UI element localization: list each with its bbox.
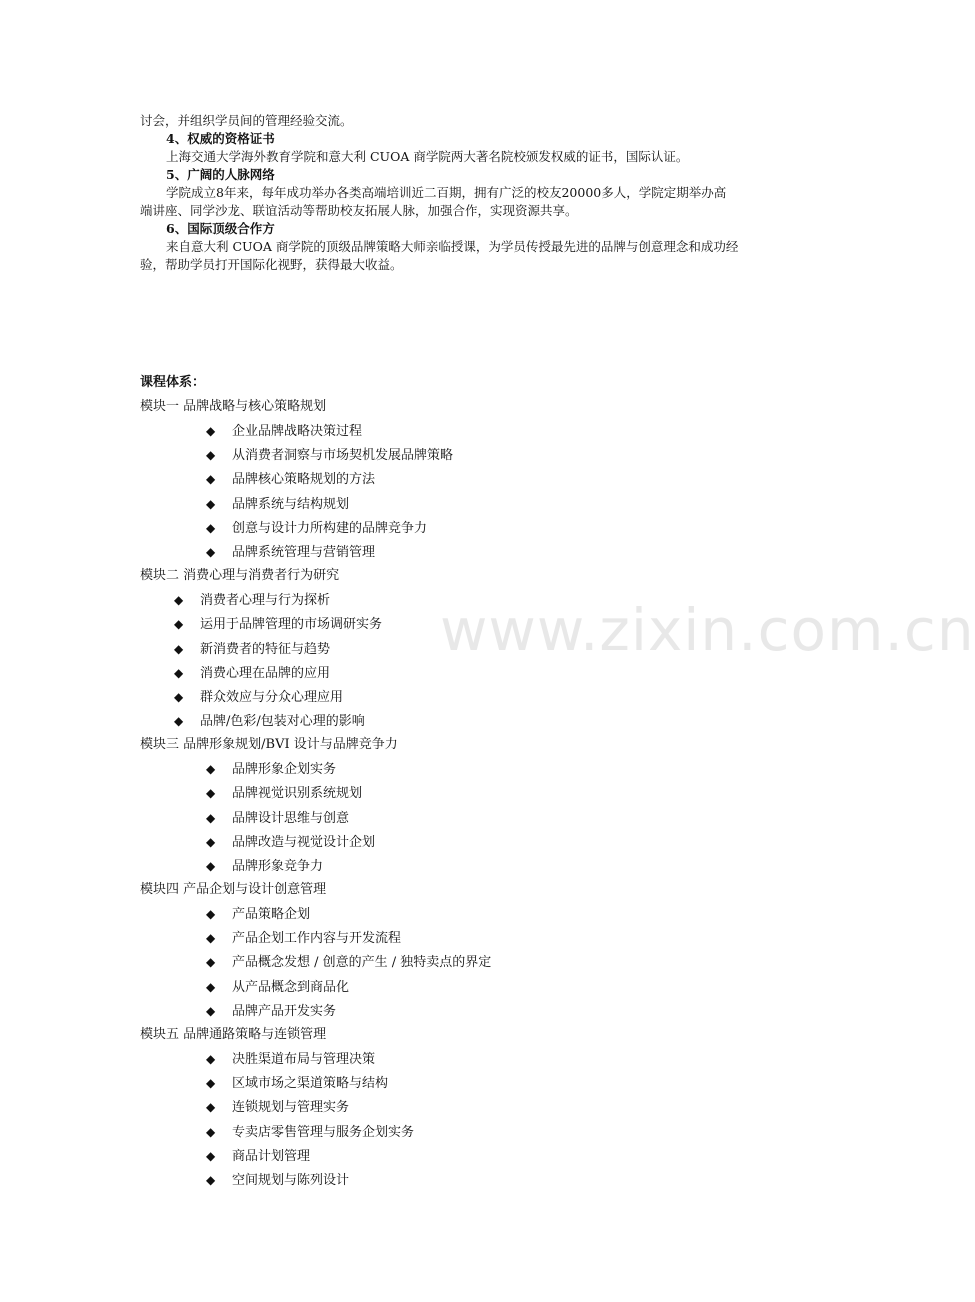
list-item bbox=[174, 614, 382, 635]
diamond-bullet-icon: ◆ bbox=[206, 1003, 216, 1018]
list-item-text: 品牌视觉识别系统规划 bbox=[232, 786, 363, 802]
diamond-bullet-icon: ◆ bbox=[206, 520, 216, 535]
diamond-bullet-icon: ◆ bbox=[206, 834, 216, 849]
list-item bbox=[174, 639, 330, 660]
diamond-bullet-icon: ◆ bbox=[206, 1172, 216, 1187]
diamond-bullet-icon: ◆ bbox=[206, 907, 216, 922]
diamond-bullet-icon: ◆ bbox=[206, 424, 216, 439]
section-text-6b: 验，帮助学员打开国际化视野，获得最大收益。 bbox=[140, 257, 403, 272]
section-text-5b: 端讲座、同学沙龙、联谊活动等帮助校友拓展人脉，加强合作，实现资源共享。 bbox=[140, 203, 578, 218]
list-item-text: 品牌系统与结构规划 bbox=[232, 496, 350, 512]
list-item-text: 品牌系统管理与营销管理 bbox=[232, 544, 376, 560]
list-item bbox=[174, 590, 330, 611]
diamond-bullet-icon: ◆ bbox=[206, 762, 216, 777]
diamond-bullet-icon: ◆ bbox=[206, 496, 216, 511]
list-item bbox=[206, 518, 427, 539]
list-item bbox=[206, 904, 310, 925]
diamond-bullet-icon: ◆ bbox=[206, 858, 216, 873]
list-item bbox=[206, 469, 375, 490]
list-item bbox=[206, 928, 401, 949]
list-item bbox=[206, 1073, 388, 1094]
list-item-text: 商品计划管理 bbox=[232, 1148, 311, 1164]
list-item bbox=[206, 808, 349, 829]
diamond-bullet-icon: ◆ bbox=[206, 1076, 216, 1091]
list-item bbox=[206, 542, 375, 563]
list-item bbox=[206, 1146, 310, 1167]
diamond-bullet-icon: ◆ bbox=[174, 665, 184, 680]
diamond-bullet-icon: ◆ bbox=[174, 713, 184, 728]
module-title: 模块三 品牌形象规划/BVI 设计与品牌竞争力 bbox=[140, 737, 398, 753]
list-item bbox=[174, 663, 330, 684]
list-item bbox=[206, 1122, 414, 1143]
diamond-bullet-icon: ◆ bbox=[206, 472, 216, 487]
module-title: 模块四 产品企划与设计创意管理 bbox=[140, 882, 327, 897]
intro-line: 讨会，并组织学员间的管理经验交流。 bbox=[140, 113, 353, 128]
list-item bbox=[206, 856, 323, 877]
list-item-text: 从产品概念到商品化 bbox=[232, 979, 350, 995]
list-item bbox=[206, 494, 349, 515]
list-item bbox=[206, 421, 362, 442]
section-text-5a: 学院成立8年来，每年成功举办各类高端培训近二百期，拥有广泛的校友20000多人，学院定期举办高 bbox=[166, 185, 727, 200]
list-item-text: 消费者心理与行为探析 bbox=[200, 593, 331, 609]
section-text-4: 上海交通大学海外教育学院和意大利 CUOA 商学院两大著名院校颁发权威的证书，国际认证。 bbox=[166, 149, 689, 164]
list-item-text: 专卖店零售管理与服务企划实务 bbox=[232, 1124, 415, 1140]
list-item bbox=[206, 832, 375, 853]
diamond-bullet-icon: ◆ bbox=[206, 786, 216, 801]
list-item bbox=[206, 1170, 349, 1191]
section-heading-4: 4、权威的资格证书 bbox=[166, 131, 275, 146]
list-item-text: 空间规划与陈列设计 bbox=[232, 1172, 350, 1188]
list-item bbox=[206, 783, 362, 804]
diamond-bullet-icon: ◆ bbox=[174, 689, 184, 704]
diamond-bullet-icon: ◆ bbox=[206, 931, 216, 946]
watermark: www.zixin.com.cn bbox=[440, 596, 975, 664]
list-item bbox=[206, 1049, 375, 1070]
list-item-text: 新消费者的特征与趋势 bbox=[200, 641, 331, 657]
diamond-bullet-icon: ◆ bbox=[206, 1052, 216, 1067]
list-item-text: 品牌产品开发实务 bbox=[232, 1003, 337, 1019]
list-item-text: 运用于品牌管理的市场调研实务 bbox=[200, 617, 383, 633]
list-item bbox=[206, 1001, 336, 1022]
list-item-text: 创意与设计力所构建的品牌竞争力 bbox=[232, 520, 428, 536]
diamond-bullet-icon: ◆ bbox=[174, 593, 184, 608]
section-heading-6: 6、国际顶级合作方 bbox=[166, 221, 275, 236]
list-item-text: 消费心理在品牌的应用 bbox=[200, 665, 331, 681]
list-item bbox=[206, 952, 491, 973]
list-item-text: 群众效应与分众心理应用 bbox=[200, 689, 344, 705]
diamond-bullet-icon: ◆ bbox=[174, 617, 184, 632]
list-item-text: 品牌设计思维与创意 bbox=[232, 810, 350, 826]
list-item-text: 品牌形象企划实务 bbox=[232, 762, 337, 778]
list-item bbox=[174, 711, 365, 732]
module-title: 模块五 品牌通路策略与连锁管理 bbox=[140, 1026, 327, 1042]
list-item-text: 品牌形象竞争力 bbox=[232, 858, 324, 874]
list-item-text: 品牌改造与视觉设计企划 bbox=[232, 834, 376, 850]
diamond-bullet-icon: ◆ bbox=[206, 955, 216, 970]
diamond-bullet-icon: ◆ bbox=[206, 1148, 216, 1163]
diamond-bullet-icon: ◆ bbox=[206, 979, 216, 994]
list-item-text: 连锁规划与管理实务 bbox=[232, 1100, 350, 1116]
diamond-bullet-icon: ◆ bbox=[206, 1100, 216, 1115]
curriculum-heading: 课程体系： bbox=[140, 375, 206, 390]
diamond-bullet-icon: ◆ bbox=[206, 810, 216, 825]
list-item bbox=[206, 977, 349, 998]
list-item bbox=[174, 687, 343, 708]
diamond-bullet-icon: ◆ bbox=[174, 641, 184, 656]
list-item-text: 产品企划工作内容与开发流程 bbox=[232, 931, 402, 947]
list-item-text: 从消费者洞察与市场契机发展品牌策略 bbox=[232, 448, 454, 464]
module-title: 模块一 品牌战略与核心策略规划 bbox=[140, 399, 327, 414]
list-item bbox=[206, 1097, 349, 1118]
list-item-text: 决胜渠道布局与管理决策 bbox=[232, 1052, 376, 1068]
diamond-bullet-icon: ◆ bbox=[206, 1124, 216, 1139]
list-item bbox=[206, 759, 336, 780]
list-item-text: 品牌/色彩/包装对心理的影响 bbox=[200, 713, 365, 729]
list-item bbox=[206, 445, 453, 466]
section-heading-5: 5、广阔的人脉网络 bbox=[166, 167, 275, 182]
module-title: 模块二 消费心理与消费者行为研究 bbox=[140, 568, 340, 584]
diamond-bullet-icon: ◆ bbox=[206, 544, 216, 559]
list-item-text: 企业品牌战略决策过程 bbox=[232, 424, 363, 440]
list-item-text: 产品概念发想 / 创意的产生 / 独特卖点的界定 bbox=[232, 955, 492, 971]
list-item-text: 品牌核心策略规划的方法 bbox=[232, 472, 376, 488]
list-item-text: 产品策略企划 bbox=[232, 907, 311, 923]
list-item-text: 区域市场之渠道策略与结构 bbox=[232, 1076, 389, 1092]
diamond-bullet-icon: ◆ bbox=[206, 448, 216, 463]
section-text-6a: 来自意大利 CUOA 商学院的顶级品牌策略大师亲临授课，为学员传授最先进的品牌与创意理念和成功经 bbox=[166, 239, 739, 254]
